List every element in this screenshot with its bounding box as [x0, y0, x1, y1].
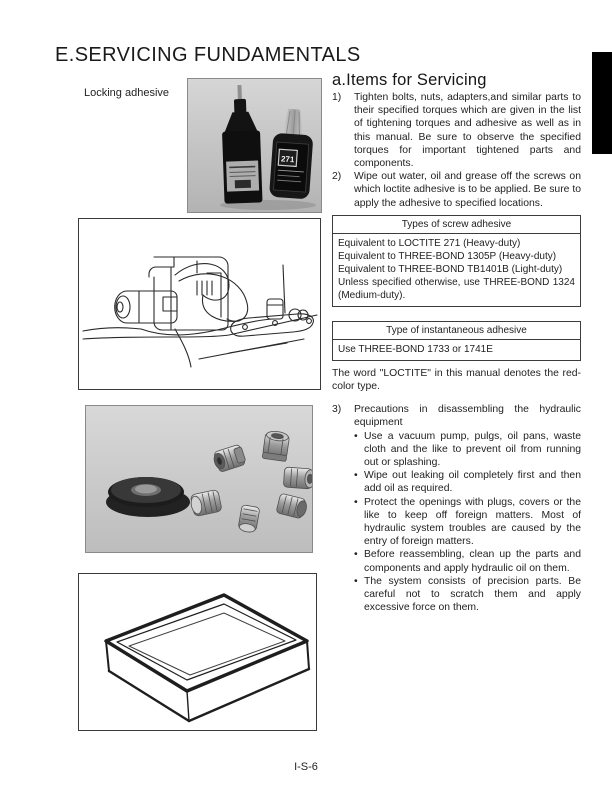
bullet-glyph: • — [354, 549, 358, 561]
item-number: 1) — [332, 92, 342, 103]
right-column — [332, 70, 581, 614]
table-header: Type of instantaneous adhesive — [333, 322, 580, 340]
bullet-glyph: • — [354, 470, 358, 482]
table-row: Equivalent to THREE-BOND 1305P (Heavy-duty) — [338, 250, 557, 262]
item-number: 3) — [332, 404, 342, 416]
bullet-item — [354, 548, 581, 574]
pump-installation-illustration — [79, 219, 320, 389]
table-row: Equivalent to LOCTITE 271 (Heavy-duty) — [338, 237, 521, 249]
screw-adhesive-table — [332, 215, 581, 307]
pump-installation-drawing — [78, 218, 321, 390]
instantaneous-adhesive-table — [332, 321, 581, 361]
bullet-item — [354, 575, 581, 615]
bullet-text: Protect the openings with plugs, covers or the like to keep off foreign matters. Most of hydraulic system troubles are caused by the entry of foreign matters. — [364, 496, 581, 548]
item-number: 2) — [332, 171, 342, 183]
adhesive-bottles-illustration — [188, 79, 321, 212]
loctite-note: The word "LOCTITE" in this manual denotes the red-color type. — [332, 367, 581, 393]
section-index-tab — [592, 52, 612, 154]
bullet-item — [354, 430, 581, 470]
list-item-2 — [332, 170, 581, 210]
hydraulic-plugs-photo — [85, 405, 313, 553]
bottle-label-271: 271 — [280, 154, 295, 165]
bullet-glyph: • — [354, 575, 358, 587]
item3-bullets — [332, 430, 581, 615]
hydraulic-parts-illustration — [86, 406, 312, 552]
table-row: Use THREE-BOND 1733 or 1741E — [338, 343, 493, 355]
bullet-text: Wipe out leaking oil completely first and then add oil as required. — [364, 470, 581, 495]
item-text: Wipe out water, oil and grease off the screws on which loctite adhesive is to be applied. Be sure to apply the adhesive to specified locations. — [354, 171, 581, 209]
bullet-item — [354, 469, 581, 495]
oil-pan-illustration — [79, 574, 316, 730]
bullet-text: The system consists of precision parts. Be careful not to scratch them and apply excessive force on them. — [364, 575, 581, 614]
locking-adhesive-photo — [187, 78, 322, 213]
bullet-glyph: • — [354, 430, 358, 442]
table-header: Types of screw adhesive — [333, 216, 580, 234]
table-row: Unless specified otherwise, use THREE-BOND 1324 (Medium-duty). — [338, 276, 575, 301]
figure-caption-locking-adhesive: Locking adhesive — [84, 87, 170, 99]
bullet-item — [354, 496, 581, 549]
list-item-1 — [332, 91, 581, 170]
table-body — [333, 340, 580, 360]
table-body — [333, 234, 580, 306]
page-title: E.SERVICING FUNDAMENTALS — [55, 44, 361, 66]
table-row: Equivalent to THREE-BOND TB1401B (Light-duty) — [338, 263, 563, 275]
page-number: I-S-6 — [294, 761, 318, 773]
list-item-3 — [332, 403, 581, 429]
bullet-text: Use a vacuum pump, pulgs, oil pans, waste cloth and the like to prevent oil from running out or splashing. — [364, 430, 581, 469]
bullet-text: Before reassembling, clean up the parts and components and apply hydraulic oil on them. — [364, 549, 581, 574]
item-text: Tighten bolts, nuts, adapters,and similar parts to their specified torques which are given in the list of tightening torques and adhesive as well as in this manual. Be sure to observe the specified torques for important tightened parts and components. — [354, 92, 581, 170]
item-text: Precautions in disassembling the hydraulic equipment — [354, 404, 581, 429]
bullet-glyph: • — [354, 496, 358, 508]
section-heading: a.Items for Servicing — [332, 71, 487, 89]
oil-pan-drawing — [78, 573, 317, 731]
